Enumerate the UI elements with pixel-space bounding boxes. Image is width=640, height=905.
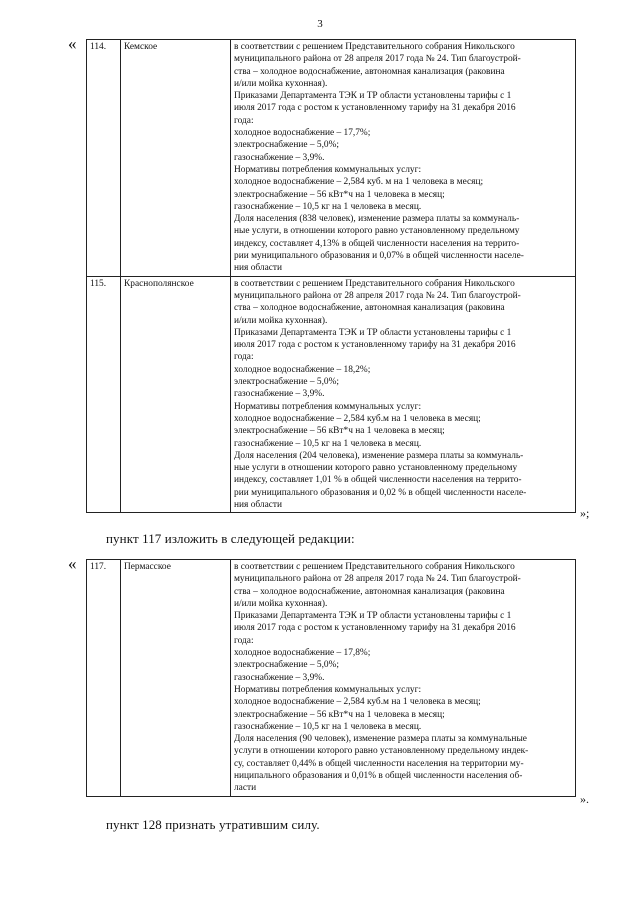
description-line: июля 2017 года с ростом к установленному тарифу на 31 декабря 2016: [234, 623, 516, 634]
description-line: ласти: [234, 783, 257, 794]
description-line: ния области: [234, 499, 283, 510]
description-line: Приказами Департамента ТЭК и ТР области установлены тарифы с 1: [234, 327, 512, 338]
description-line: газоснабжение – 3,9%.: [234, 672, 325, 683]
description-line: рии муниципального образования и 0,02 % в общей численности населе-: [234, 487, 527, 498]
description-line: Нормативы потребления коммунальных услуг:: [234, 684, 422, 695]
description-line: года:: [234, 352, 254, 363]
instruction-paragraph-117: пункт 117 изложить в следующей редакции:: [106, 531, 355, 546]
settlement-name: Кемское: [121, 40, 231, 277]
description-line: Доля населения (204 человека), изменение размера платы за коммуналь-: [234, 450, 524, 461]
settlement-name: Краснополянское: [121, 276, 231, 513]
description-line: электроснабжение – 56 кВт*ч на 1 человека в месяц;: [234, 189, 445, 200]
description-line: и/или мойка кухонная).: [234, 315, 328, 326]
opening-quote: «: [68, 34, 77, 53]
settlement-name: Пермасское: [121, 560, 231, 797]
description-line: июля 2017 года с ростом к установленному тарифу на 31 декабря 2016: [234, 103, 516, 114]
description-line: муниципального района от 28 апреля 2017 года № 24. Тип благоустрой-: [234, 290, 521, 301]
description-line: электроснабжение – 56 кВт*ч на 1 человека в месяц;: [234, 709, 445, 720]
description-line: газоснабжение – 10,5 кг на 1 человека в месяц.: [234, 438, 422, 449]
row-number: 115.: [87, 276, 121, 513]
description-line: рии муниципального образования и 0,07% в общей численности населе-: [234, 251, 524, 262]
description-line: су, составляет 0,44% в общей численности населения на территории му-: [234, 758, 524, 769]
page-number: 3: [317, 18, 323, 30]
description-line: года:: [234, 115, 254, 126]
instruction-paragraph-128: пункт 128 признать утратившим силу.: [106, 817, 320, 832]
description-line: холодное водоснабжение – 2,584 куб. м на 1 человека в месяц;: [234, 177, 484, 188]
settlement-117-table: [86, 559, 576, 797]
description-line: в соответствии с решением Представительного собрания Никольского: [234, 42, 515, 52]
description-line: и/или мойка кухонная).: [234, 78, 328, 89]
description-line: муниципального района от 28 апреля 2017 года № 24. Тип благоустрой-: [234, 54, 521, 65]
description-line: холодное водоснабжение – 2,584 куб.м на 1 человека в месяц;: [234, 697, 481, 708]
settlements-table: [86, 39, 576, 513]
settlement-description: [231, 560, 576, 797]
description-line: электроснабжение – 5,0%;: [234, 377, 340, 388]
description-line: Нормативы потребления коммунальных услуг:: [234, 401, 422, 412]
table-row: [87, 40, 576, 277]
description-line: газоснабжение – 3,9%.: [234, 389, 325, 400]
description-line: ства – холодное водоснабжение, автономная канализация (раковина: [234, 66, 505, 77]
description-line: ния области: [234, 263, 283, 274]
row-number: 117.: [87, 560, 121, 797]
description-line: Доля населения (838 человек), изменение размера платы за коммуналь-: [234, 214, 520, 225]
description-line: ные услуги в отношении которого равно установленному предельному: [234, 463, 518, 474]
description-line: года:: [234, 635, 254, 646]
description-line: электроснабжение – 56 кВт*ч на 1 человека в месяц;: [234, 426, 445, 437]
settlement-description: [231, 276, 576, 513]
description-line: газоснабжение – 10,5 кг на 1 человека в месяц.: [234, 201, 422, 212]
description-line: Приказами Департамента ТЭК и ТР области установлены тарифы с 1: [234, 91, 512, 102]
description-line: в соответствии с решением Представительного собрания Никольского: [234, 278, 515, 289]
description-line: электроснабжение – 5,0%;: [234, 660, 340, 671]
table-row: [87, 560, 576, 797]
closing-quote: ».: [580, 792, 589, 806]
description-line: ные услуги, в отношении которого равно установленному предельному: [234, 226, 520, 237]
description-line: индексу, составляет 1,01 % в общей численности населения на террито-: [234, 475, 522, 486]
description-line: электроснабжение – 5,0%;: [234, 140, 340, 151]
settlement-description: [231, 40, 576, 277]
description-line: ства – холодное водоснабжение, автономная канализация (раковина: [234, 303, 505, 314]
description-line: холодное водоснабжение – 2,584 куб.м на 1 человека в месяц;: [234, 413, 481, 424]
table-row: [87, 276, 576, 513]
description-line: холодное водоснабжение – 18,2%;: [234, 364, 371, 375]
description-line: Нормативы потребления коммунальных услуг:: [234, 164, 422, 175]
description-line: холодное водоснабжение – 17,7%;: [234, 128, 371, 139]
description-line: газоснабжение – 3,9%.: [234, 152, 325, 163]
description-line: муниципального района от 28 апреля 2017 года № 24. Тип благоустрой-: [234, 574, 521, 585]
description-line: июля 2017 года с ростом к установленному тарифу на 31 декабря 2016: [234, 340, 516, 351]
description-line: холодное водоснабжение – 17,8%;: [234, 648, 371, 659]
description-line: газоснабжение – 10,5 кг на 1 человека в месяц.: [234, 721, 422, 732]
description-line: услуги в отношении которого равно установленному предельному индек-: [234, 746, 529, 757]
closing-quote: »;: [580, 506, 590, 520]
description-line: ства – холодное водоснабжение, автономная канализация (раковина: [234, 586, 505, 597]
description-line: в соответствии с решением Представительного собрания Никольского: [234, 562, 515, 572]
description-line: ниципального образования и 0,01% в общей численности населения об-: [234, 771, 523, 782]
description-line: Доля населения (90 человек), изменение размера платы за коммунальные: [234, 734, 527, 745]
description-line: и/или мойка кухонная).: [234, 598, 328, 609]
description-line: Приказами Департамента ТЭК и ТР области установлены тарифы с 1: [234, 611, 512, 622]
row-number: 114.: [87, 40, 121, 277]
opening-quote: «: [68, 554, 77, 573]
description-line: индексу, составляет 4,13% в общей численности населения на террито-: [234, 238, 520, 249]
